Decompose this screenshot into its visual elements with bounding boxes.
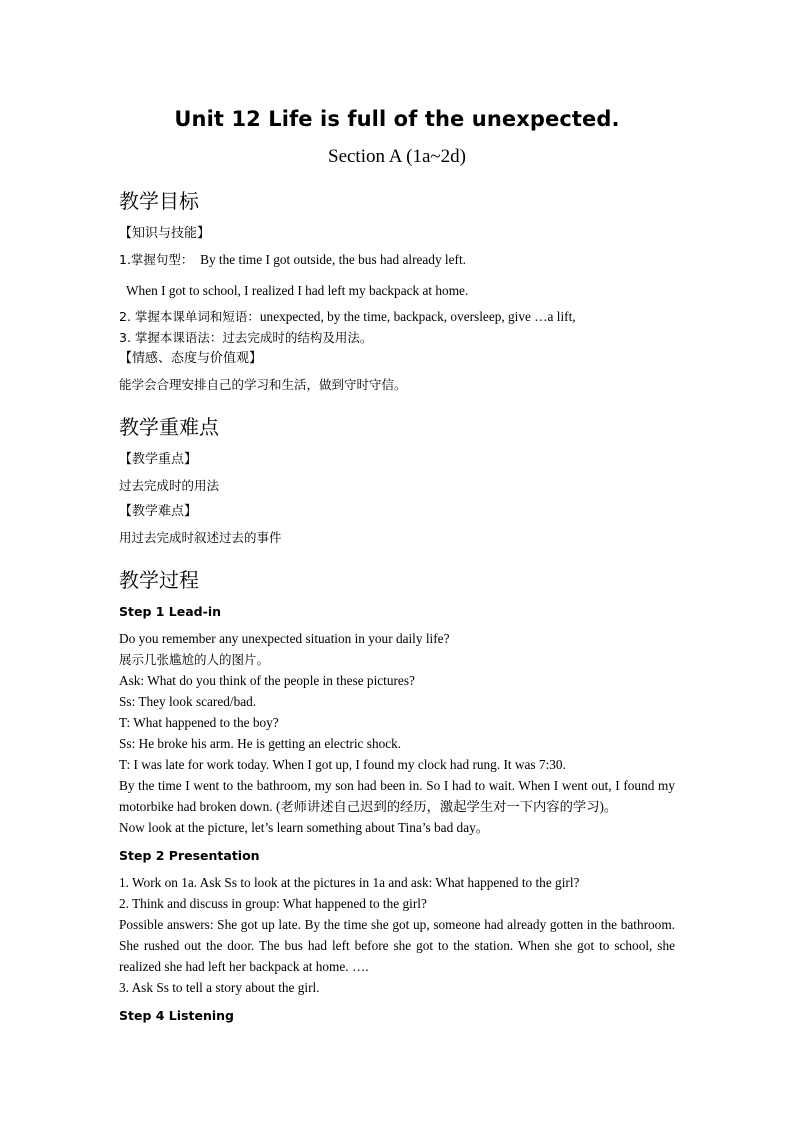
- process-heading: 教学过程: [119, 568, 199, 592]
- step1-line-6: Ss: He broke his arm. He is getting an electric shock.: [119, 736, 402, 751]
- step1-line-7: T: I was late for work today. When I got up, I found my clock had rung. It was 7:30.: [119, 757, 566, 772]
- step2-line-1: 1. Work on 1a. Ask Ss to look at the pictures in 1a and ask: What happened to the girl?: [119, 875, 580, 890]
- emotion-label: 【情感、态度与价值观】: [119, 351, 263, 366]
- key-points-heading: 教学重难点: [119, 415, 219, 439]
- knowledge-label: 【知识与技能】: [119, 226, 211, 241]
- focus-text: 过去完成时的用法: [119, 478, 220, 493]
- step1-line-5: T: What happened to the boy?: [119, 715, 279, 730]
- step2-line-3: 3. Ask Ss to tell a story about the girl.: [119, 980, 320, 995]
- step1-paragraph: By the time I went to the bathroom, my son had been in. So I had to wait. When I went out, I found my motorbike had broken down. (老师讲述自己迟到的经历，激起学生对一下内容的学习)。: [119, 778, 675, 814]
- objectives-heading: 教学目标: [119, 189, 199, 213]
- objective-item-1-text: By the time I got outside, the bus had already left.: [200, 252, 466, 267]
- step1-line-4: Ss: They look scared/bad.: [119, 694, 257, 709]
- difficulty-text: 用过去完成时叙述过去的事件: [119, 530, 282, 545]
- step1-closing: Now look at the picture, let’s learn something about Tina’s bad day。: [119, 820, 490, 835]
- difficulty-label: 【教学难点】: [119, 504, 198, 519]
- objective-item-2-prefix: 2. 掌握本课单词和短语：: [119, 309, 260, 324]
- step2-paragraph: Possible answers: She got up late. By the time she got up, someone had already gotten in the bathroom. She rushed out the door. The bus had left before she got to the station. When she got to school, she realized she had left her backpack at home. ….: [119, 917, 675, 974]
- step1-line-3: Ask: What do you think of the people in these pictures?: [119, 673, 415, 688]
- step4-title: Step 4 Listening: [119, 1008, 234, 1023]
- step2-title: Step 2 Presentation: [119, 848, 260, 863]
- step1-title: Step 1 Lead-in: [119, 604, 222, 619]
- objective-item-1-line2: When I got to school, I realized I had left my backpack at home.: [126, 283, 469, 298]
- document-title: Unit 12 Life is full of the unexpected.: [174, 107, 620, 131]
- objective-item-2-text: unexpected, by the time, backpack, oversleep, give …a lift,: [259, 309, 576, 324]
- focus-label: 【教学重点】: [119, 452, 198, 467]
- document-subtitle: Section A (1a~2d): [328, 146, 466, 167]
- step1-line-2: 展示几张尴尬的人的图片。: [119, 652, 270, 667]
- objective-item-1: [119, 249, 675, 270]
- objective-item-3: 3. 掌握本课语法：过去完成时的结构及用法。: [119, 330, 373, 345]
- step1-line-1: Do you remember any unexpected situation in your daily life?: [119, 631, 450, 646]
- objective-item-2: [119, 306, 675, 327]
- step2-line-2: 2. Think and discuss in group: What happened to the girl?: [119, 896, 427, 911]
- document-page: [119, 100, 675, 1032]
- emotion-text: 能学会合理安排自己的学习和生活，做到守时守信。: [119, 377, 407, 392]
- objective-item-1-prefix: 1.掌握句型：: [119, 252, 194, 267]
